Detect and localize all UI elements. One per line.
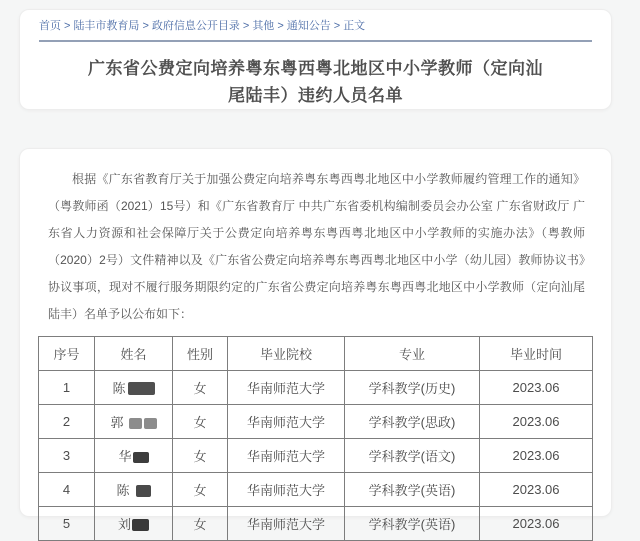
breadcrumb-item-other[interactable]: 其他 — [252, 20, 275, 32]
table-row — [39, 507, 593, 541]
redacted-name-blur — [144, 418, 157, 429]
cell-gender: 女 — [173, 507, 228, 541]
redacted-name-blur — [132, 519, 149, 531]
cell-college: 华南师范大学 — [228, 507, 345, 541]
page-title: 广东省公费定向培养粤东粤西粤北地区中小学教师（定向汕尾陆丰）违约人员名单 — [88, 59, 543, 105]
redacted-name-blur — [129, 418, 142, 429]
redacted-name-blur — [136, 485, 151, 497]
cell-gender: 女 — [173, 439, 228, 473]
cell-grad-time: 2023.06 — [480, 405, 593, 439]
article-header-card — [19, 9, 612, 110]
article-paragraph: 根据《广东省教育厅关于加强公费定向培养粤东粤西粤北地区中小学教师履约管理工作的通知》（粤教师函（2021）15号）和《广东省教育厅 中共广东省委机构编制委员会办公室 广东省财政厅 广东省人力资源和社会保障厅关于公费定向培养粤东粤西粤北地区中小学教师的实施办法》（粤教师（2020）2号）文件精神以及《广东省公费定向培养粤东粤西粤北地区中小学（幼儿园）教师协议书》协议事项，现对不履行服务期限约定的广东省公费定向培养粤东粤西粤北地区中小学教师（定向汕尾陆丰）名单予以公布如下： — [48, 172, 585, 321]
name-surname: 华 — [118, 449, 132, 464]
cell-name — [95, 473, 173, 507]
cell-seq: 3 — [39, 439, 95, 473]
table-row — [39, 371, 593, 405]
breadcrumb-separator: > — [242, 20, 250, 32]
breadcrumb-item-gov-info-directory[interactable]: 政府信息公开目录 — [151, 20, 240, 32]
name-surname: 陈 — [116, 483, 130, 498]
cell-major: 学科教学(思政) — [345, 405, 480, 439]
cell-college: 华南师范大学 — [228, 371, 345, 405]
cell-grad-time: 2023.06 — [480, 473, 593, 507]
name-surname: 刘 — [117, 517, 131, 532]
table-row — [39, 439, 593, 473]
breadcrumb-divider — [39, 40, 592, 42]
cell-gender: 女 — [173, 405, 228, 439]
table-row — [39, 473, 593, 507]
cell-name — [95, 439, 173, 473]
header-major: 专业 — [345, 337, 480, 371]
cell-name — [95, 507, 173, 541]
cell-college: 华南师范大学 — [228, 473, 345, 507]
cell-major: 学科教学(语文) — [345, 439, 480, 473]
breadcrumb-separator: > — [333, 20, 341, 32]
breadcrumb-item-home[interactable]: 首页 — [39, 20, 61, 32]
cell-seq: 2 — [39, 405, 95, 439]
header-name: 姓名 — [95, 337, 173, 371]
cell-seq: 5 — [39, 507, 95, 541]
cell-seq: 4 — [39, 473, 95, 507]
header-gender: 性别 — [173, 337, 228, 371]
cell-major: 学科教学(英语) — [345, 507, 480, 541]
article-body-card — [19, 148, 612, 532]
cell-major: 学科教学(英语) — [345, 473, 480, 507]
cell-major: 学科教学(历史) — [345, 371, 480, 405]
cell-grad-time: 2023.06 — [480, 371, 593, 405]
breadcrumb-separator: > — [64, 20, 71, 32]
header-grad-time: 毕业时间 — [480, 337, 593, 371]
header-seq: 序号 — [39, 337, 95, 371]
violators-table — [38, 336, 593, 541]
table-header-row — [39, 337, 593, 371]
cell-seq: 1 — [39, 371, 95, 405]
redacted-name-blur — [133, 452, 149, 463]
cell-gender: 女 — [173, 473, 228, 507]
cell-gender: 女 — [173, 371, 228, 405]
breadcrumb-item-bureau[interactable]: 陆丰市教育局 — [73, 20, 140, 32]
cell-college: 华南师范大学 — [228, 405, 345, 439]
breadcrumb-separator: > — [142, 20, 149, 32]
cell-grad-time: 2023.06 — [480, 439, 593, 473]
header-college: 毕业院校 — [228, 337, 345, 371]
redacted-name-blur — [128, 382, 155, 395]
cell-name — [95, 371, 173, 405]
cell-college: 华南师范大学 — [228, 439, 345, 473]
cell-name — [95, 405, 173, 439]
breadcrumb-item-current: 正文 — [343, 20, 366, 32]
cell-grad-time: 2023.06 — [480, 507, 593, 541]
name-surname: 陈 — [112, 381, 126, 396]
breadcrumb-separator: > — [277, 20, 284, 32]
name-surname: 郭 — [110, 415, 124, 430]
breadcrumb-item-notices[interactable]: 通知公告 — [286, 20, 331, 32]
table-row — [39, 405, 593, 439]
breadcrumb — [20, 10, 611, 38]
